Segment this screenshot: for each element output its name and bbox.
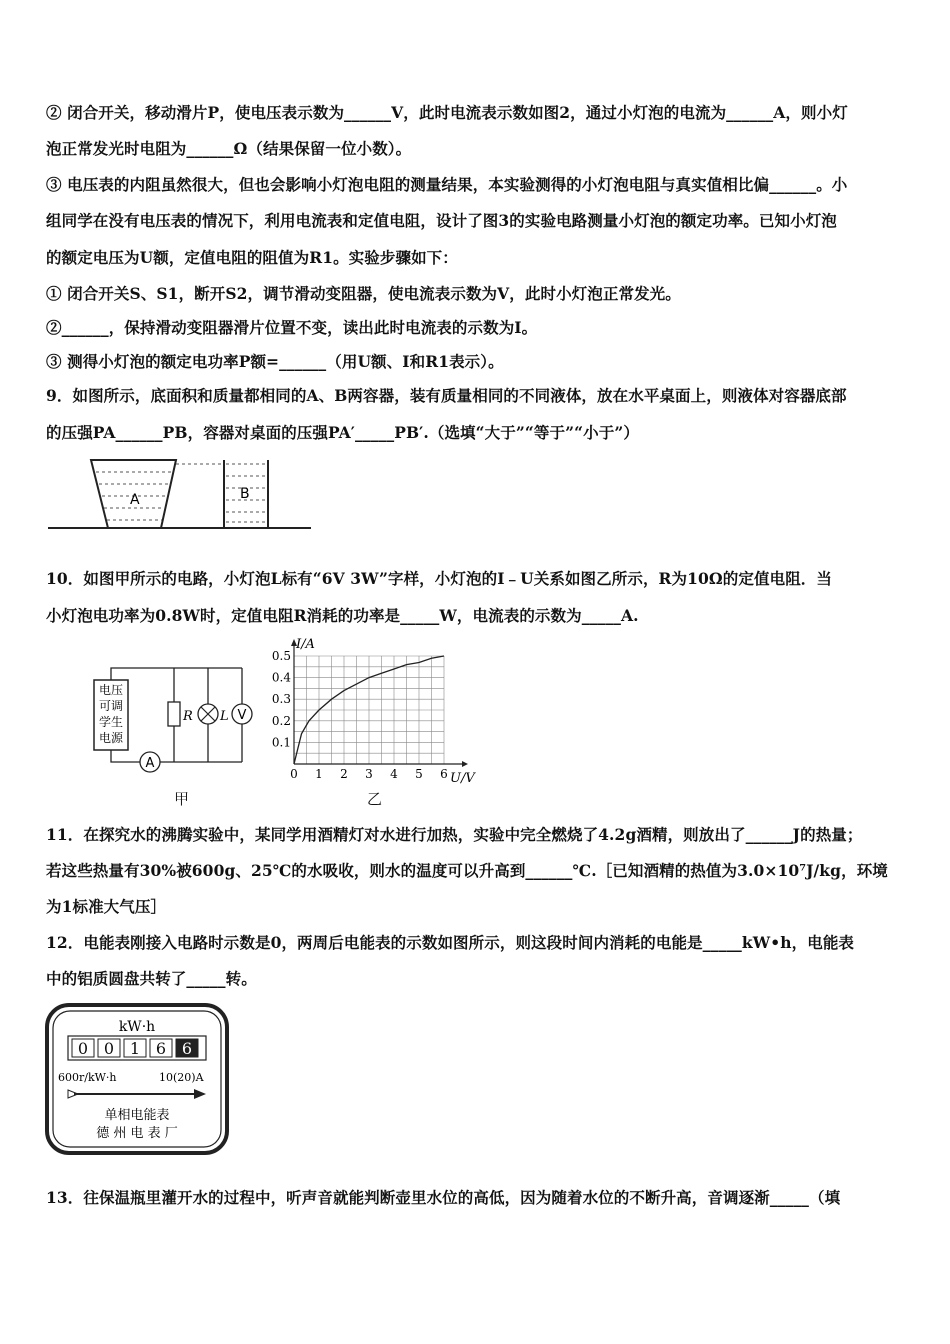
- chart-tick-labels: [272, 649, 448, 781]
- question-12-line-1: 12．电能表刚接入电路时示数是0，两周后电能表的示数如图所示，则这段时间内消耗的电能是_____kW•h，电能表: [46, 933, 855, 952]
- question-9-line-2: 的压强PA______PB，容器对桌面的压强PA′_____PB′.（选填“大于”“等于”“小于”）: [46, 423, 639, 442]
- label-b: B: [240, 486, 250, 502]
- iu-chart: [266, 636, 486, 786]
- supply-label-1: 电压: [98, 683, 124, 697]
- meter-digit: 1: [129, 1039, 141, 1058]
- caption-jia: 甲: [174, 790, 190, 808]
- voltmeter-label: V: [237, 708, 247, 723]
- x-tick-label: 6: [440, 767, 448, 781]
- meter-digits: [72, 1039, 198, 1058]
- text-line-4: 组同学在没有电压表的情况下，利用电流表和定值电阻，设计了图3的实验电路测量小灯泡的额定功率。已知小灯泡: [46, 211, 837, 230]
- resistor-label: R: [183, 709, 193, 724]
- text-line-1: ② 闭合开关，移动滑片P，使电压表示数为______V，此时电流表示数如图2，通过小灯泡的电流为______A，则小灯: [46, 103, 848, 122]
- y-axis-label: I/A: [296, 637, 315, 652]
- meter-maker: 德 州 电 表 厂: [96, 1126, 178, 1141]
- x-tick-label: 0: [290, 767, 298, 781]
- y-tick-label: 0.3: [271, 692, 291, 707]
- supply-label-4: 电源: [98, 731, 124, 745]
- circuit-diagram: [92, 664, 272, 794]
- question-12-line-2: 中的铝质圆盘共转了_____转。: [46, 969, 257, 988]
- meter-digit: 0: [103, 1039, 115, 1058]
- text-line-7: ②______，保持滑动变阻器滑片位置不变，读出此时电流表的示数为I。: [46, 318, 538, 337]
- question-13-line-1: 13．往保温瓶里灌开水的过程中，听声音就能判断壶里水位的高低，因为随着水位的不断升高，音调逐渐_____（填: [46, 1188, 841, 1207]
- label-a: A: [130, 492, 140, 508]
- chart-axes: [291, 639, 468, 767]
- x-tick-label: 1: [315, 767, 323, 781]
- x-tick-label: 4: [390, 767, 398, 781]
- y-tick-label: 0.2: [271, 713, 291, 728]
- meter-unit: kW·h: [118, 1019, 156, 1035]
- containers-figure: [46, 458, 316, 538]
- resistor-symbol: [168, 702, 180, 726]
- y-tick-label: 0.4: [271, 670, 291, 685]
- question-9-line-1: 9．如图所示，底面积和质量都相同的A、B两容器，装有质量相同的不同液体，放在水平桌面上，则液体对容器底部: [46, 386, 847, 405]
- x-axis-label: U/V: [450, 771, 475, 786]
- meter-digit: 0: [77, 1039, 89, 1058]
- text-line-6: ① 闭合开关S、S1，断开S2，调节滑动变阻器，使电流表示数为V，此时小灯泡正常发光。: [46, 284, 681, 303]
- x-axis-arrow: [462, 761, 468, 767]
- lamp-label: L: [220, 709, 229, 724]
- text-line-2: 泡正常发光时电阻为______Ω（结果保留一位小数）。: [46, 139, 412, 158]
- x-tick-label: 2: [340, 767, 348, 781]
- x-tick-label: 3: [365, 767, 373, 781]
- chart-grid: [294, 656, 444, 764]
- x-tick-label: 5: [415, 767, 423, 781]
- ammeter-label: A: [145, 756, 155, 771]
- text-line-5: 的额定电压为U额，定值电阻的阻值为R1。实验步骤如下：: [46, 248, 458, 267]
- meter-digit: 6: [181, 1039, 193, 1058]
- question-11-line-1: 11．在探究水的沸腾实验中，某同学用酒精灯对水进行加热，实验中完全燃烧了4.2g酒精，则放出了______J的热量；: [46, 825, 863, 844]
- question-10-line-2: 小灯泡电功率为0.8W时，定值电阻R消耗的功率是_____W，电流表的示数为_____A.: [46, 606, 639, 625]
- y-tick-label: 0.1: [271, 735, 291, 750]
- question-10-line-1: 10．如图甲所示的电路，小灯泡L标有“6V 3W”字样，小灯泡的I﹣U关系如图乙所示，R为10Ω的定值电阻．当: [46, 569, 833, 588]
- supply-label-2: 可调: [98, 699, 124, 713]
- caption-yi: 乙: [367, 790, 383, 808]
- y-tick-label: 0.5: [271, 649, 291, 663]
- question-11-line-2: 若这些热量有30%被600g、25℃的水吸收，则水的温度可以升高到______℃.［已知酒精的热值为3.0×10⁷J/kg，环境: [46, 861, 888, 880]
- text-line-8: ③ 测得小灯泡的额定电功率P额=______（用U额、I和R1表示）。: [46, 352, 504, 371]
- question-11-line-3: 为1标准大气压］: [46, 897, 167, 916]
- meter-rev-label: 600r/kW·h: [58, 1071, 117, 1084]
- electric-meter: [44, 1002, 230, 1156]
- text-line-3: ③ 电压表的内阻虽然很大，但也会影响小灯泡电阻的测量结果，本实验测得的小灯泡电阻与真实值相比偏______。小: [46, 175, 848, 194]
- meter-name: 单相电能表: [104, 1108, 170, 1123]
- meter-current-label: 10(20)A: [159, 1071, 204, 1084]
- supply-label-3: 学生: [98, 715, 124, 729]
- meter-digit: 6: [155, 1039, 167, 1058]
